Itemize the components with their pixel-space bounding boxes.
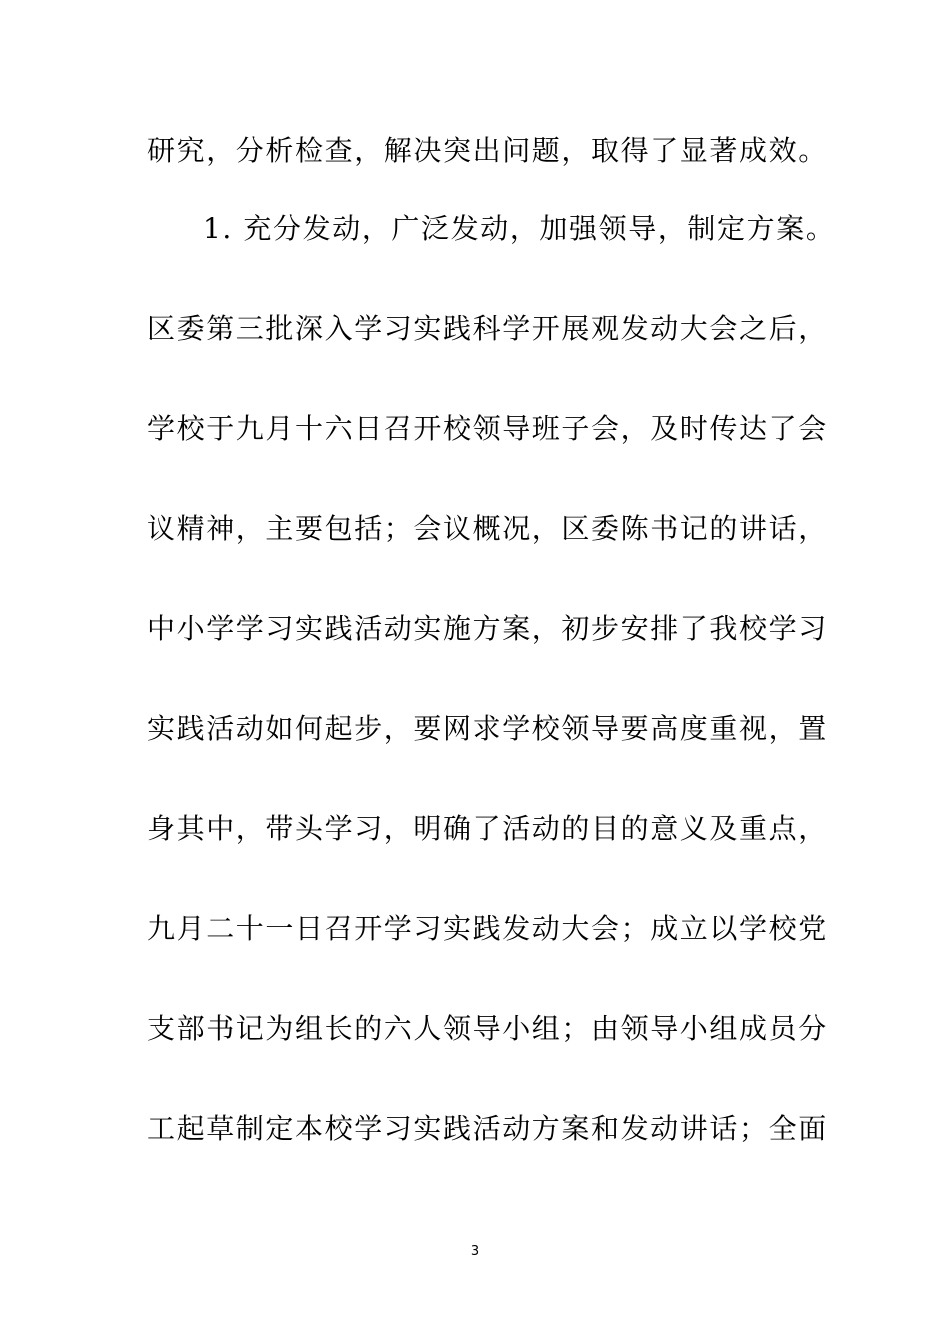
text-line: 工起草制定本校学习实践活动方案和发动讲话；全面 [147, 1112, 828, 1145]
page-number: 3 [470, 1244, 480, 1259]
text-line: 议精神，主要包括；会议概况，区委陈书记的讲话， [147, 512, 828, 545]
text-line: 支部书记为组长的六人领导小组；由领导小组成员分 [147, 1012, 828, 1045]
text-line: 身其中，带头学习，明确了活动的目的意义及重点， [147, 812, 828, 845]
text-line: 研究，分析检查，解决突出问题，取得了显著成效。 [147, 134, 828, 167]
list-item-heading: 1. 充分发动，广泛发动，加强领导，制定方案。 [203, 212, 836, 245]
text-line: 中小学学习实践活动实施方案，初步安排了我校学习 [147, 612, 828, 645]
text-line: 实践活动如何起步，要网求学校领导要高度重视，置 [147, 712, 828, 745]
text-line: 九月二十一日召开学习实践发动大会；成立以学校党 [147, 912, 828, 945]
text-line: 区委第三批深入学习实践科学开展观发动大会之后， [147, 312, 828, 345]
text-line: 学校于九月十六日召开校领导班子会，及时传达了会 [147, 412, 828, 445]
